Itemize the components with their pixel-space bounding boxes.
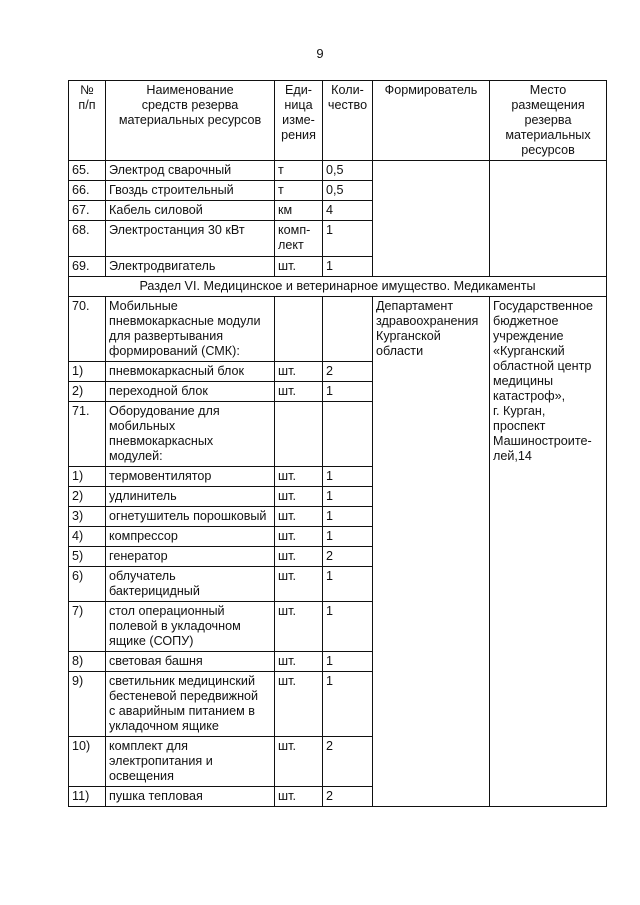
table-header-row (69, 81, 607, 161)
row-quantity: 1 (323, 507, 373, 527)
row-unit: т (275, 181, 323, 201)
row-number: 5) (69, 547, 106, 567)
row-name: Мобильные пневмокаркасные модули для развертывания формирований (СМК): (106, 297, 275, 362)
row-name: генератор (106, 547, 275, 567)
row-name: удлинитель (106, 487, 275, 507)
row-number: 10) (69, 737, 106, 787)
row-name: Электростанция 30 кВт (106, 221, 275, 257)
row-name: Оборудование для мобильных пневмокаркасных модулей: (106, 402, 275, 467)
row-name: облучатель бактерицидный (106, 567, 275, 602)
row-quantity: 4 (323, 201, 373, 221)
row-name: Электрод сварочный (106, 161, 275, 181)
row-quantity (323, 297, 373, 362)
row-quantity: 2 (323, 547, 373, 567)
row-name: термовентилятор (106, 467, 275, 487)
row-unit: шт. (275, 672, 323, 737)
row-name: пневмокаркасный блок (106, 362, 275, 382)
header-number: № п/п (69, 81, 106, 161)
row-quantity: 0,5 (323, 181, 373, 201)
row-quantity: 1 (323, 221, 373, 257)
row-quantity: 2 (323, 362, 373, 382)
row-number: 68. (69, 221, 106, 257)
row-name: Кабель силовой (106, 201, 275, 221)
row-unit: км (275, 201, 323, 221)
row-unit: шт. (275, 737, 323, 787)
placement-institution: Государственное бюджетное учреждение «Курганский областной центр медицины катастроф», г. Курган, проспект Машиностроите- лей,14 (490, 297, 607, 807)
row-name: переходной блок (106, 382, 275, 402)
row-number: 1) (69, 467, 106, 487)
row-quantity: 1 (323, 527, 373, 547)
row-unit: т (275, 161, 323, 181)
row-number: 7) (69, 602, 106, 652)
former-department: Департамент здравоохранения Курганской области (373, 297, 490, 807)
row-number: 3) (69, 507, 106, 527)
row-quantity: 2 (323, 737, 373, 787)
row-quantity: 1 (323, 382, 373, 402)
row-quantity: 1 (323, 672, 373, 737)
row-unit: шт. (275, 362, 323, 382)
row-unit: шт. (275, 507, 323, 527)
row-unit: шт. (275, 487, 323, 507)
row-quantity: 1 (323, 652, 373, 672)
row-name: огнетушитель порошковый (106, 507, 275, 527)
row-number: 11) (69, 787, 106, 807)
row-quantity: 1 (323, 567, 373, 602)
former-cell-empty (373, 161, 490, 277)
row-unit: шт. (275, 467, 323, 487)
row-unit: шт. (275, 547, 323, 567)
row-name: комплект для электропитания и освещения (106, 737, 275, 787)
placement-cell-empty (490, 161, 607, 277)
row-quantity (323, 402, 373, 467)
page-number: 9 (316, 46, 324, 61)
row-unit: шт. (275, 527, 323, 547)
row-number: 65. (69, 161, 106, 181)
row-unit: шт. (275, 652, 323, 672)
row-number: 6) (69, 567, 106, 602)
row-quantity: 1 (323, 257, 373, 277)
row-number: 2) (69, 382, 106, 402)
row-unit: шт. (275, 257, 323, 277)
row-unit: комп- лект (275, 221, 323, 257)
row-number: 2) (69, 487, 106, 507)
row-name: компрессор (106, 527, 275, 547)
row-unit: шт. (275, 602, 323, 652)
row-quantity: 1 (323, 487, 373, 507)
row-name: стол операционный полевой в укладочном ящике (СОПУ) (106, 602, 275, 652)
row-number: 66. (69, 181, 106, 201)
row-name: Электродвигатель (106, 257, 275, 277)
header-quantity: Коли- чество (323, 81, 373, 161)
row-number: 8) (69, 652, 106, 672)
section-title: Раздел VI. Медицинское и ветеринарное имущество. Медикаменты (69, 277, 607, 297)
row-quantity: 1 (323, 602, 373, 652)
row-number: 69. (69, 257, 106, 277)
row-name: светильник медицинский бестеневой передвижной с аварийным питанием в укладочном ящике (106, 672, 275, 737)
row-number: 70. (69, 297, 106, 362)
reserve-resources-table (68, 80, 607, 807)
header-unit: Еди- ница изме- рения (275, 81, 323, 161)
table-row (69, 297, 607, 362)
row-name: световая башня (106, 652, 275, 672)
row-quantity: 2 (323, 787, 373, 807)
row-number: 4) (69, 527, 106, 547)
row-number: 1) (69, 362, 106, 382)
row-number: 67. (69, 201, 106, 221)
row-unit (275, 297, 323, 362)
header-former: Формирователь (373, 81, 490, 161)
row-unit: шт. (275, 382, 323, 402)
header-name: Наименование средств резерва материальных ресурсов (106, 81, 275, 161)
row-name: Гвоздь строительный (106, 181, 275, 201)
row-quantity: 1 (323, 467, 373, 487)
section-row (69, 277, 607, 297)
row-number: 9) (69, 672, 106, 737)
header-placement: Место размещения резерва материальных ресурсов (490, 81, 607, 161)
row-name: пушка тепловая (106, 787, 275, 807)
row-unit: шт. (275, 787, 323, 807)
row-unit (275, 402, 323, 467)
table-row (69, 161, 607, 181)
row-number: 71. (69, 402, 106, 467)
row-unit: шт. (275, 567, 323, 602)
row-quantity: 0,5 (323, 161, 373, 181)
